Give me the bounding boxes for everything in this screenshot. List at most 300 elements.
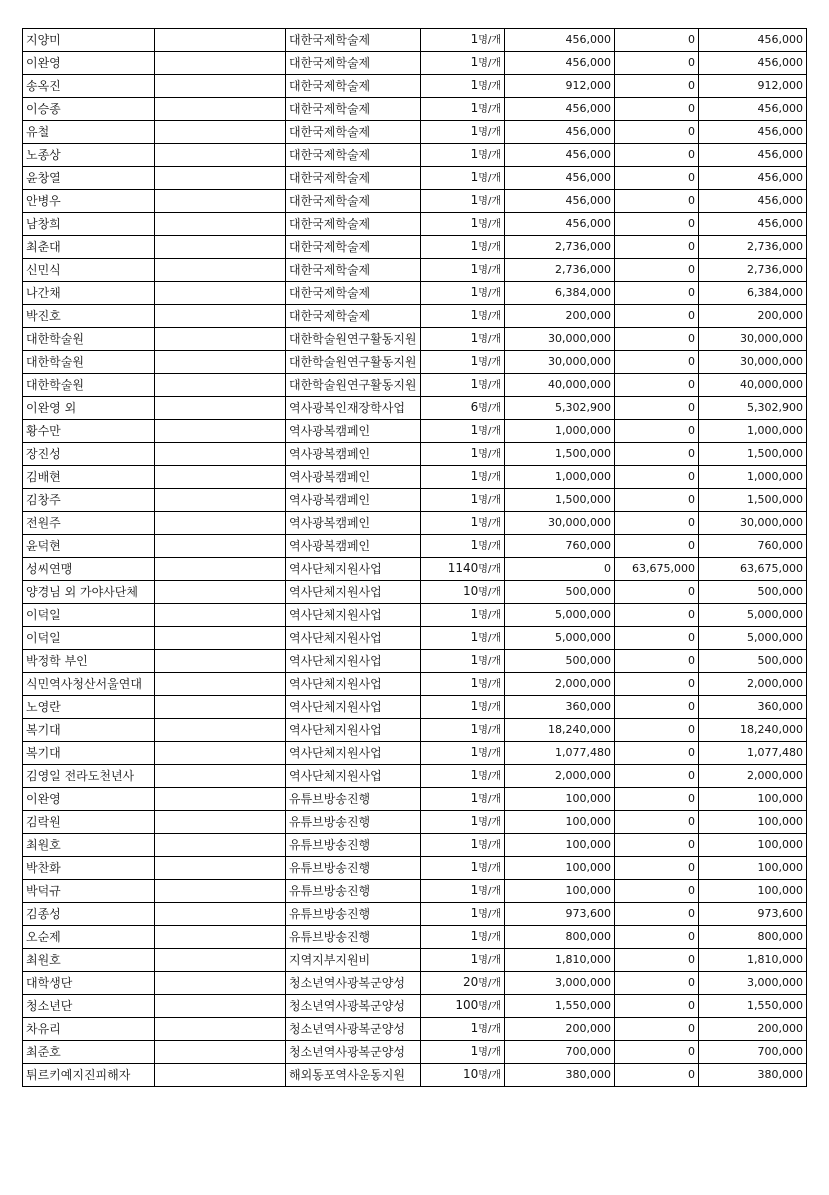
category-cell: 대한국제학술제	[286, 144, 421, 167]
quantity-unit: 명/개	[478, 311, 501, 322]
table-row	[23, 52, 807, 75]
table-row	[23, 98, 807, 121]
quantity-value: 1	[470, 1021, 479, 1035]
category-cell: 역사단체지원사업	[286, 581, 421, 604]
quantity-value: 100	[455, 998, 479, 1012]
table-row	[23, 558, 807, 581]
blank-cell	[155, 627, 286, 650]
blank-cell	[155, 995, 286, 1018]
quantity-cell	[421, 604, 505, 627]
quantity-cell	[421, 466, 505, 489]
category-cell: 청소년역사광복군양성	[286, 995, 421, 1018]
quantity-cell	[421, 995, 505, 1018]
quantity-value: 1	[470, 32, 479, 46]
quantity-cell	[421, 98, 505, 121]
amount1-cell: 912,000	[505, 75, 615, 98]
amount1-cell: 18,240,000	[505, 719, 615, 742]
quantity-unit: 명/개	[478, 104, 501, 115]
quantity-value: 1	[470, 722, 479, 736]
quantity-cell	[421, 512, 505, 535]
amount1-cell: 800,000	[505, 926, 615, 949]
quantity-unit: 명/개	[478, 679, 501, 690]
total-cell: 6,384,000	[699, 282, 807, 305]
total-cell: 1,550,000	[699, 995, 807, 1018]
total-cell: 1,077,480	[699, 742, 807, 765]
total-cell: 3,000,000	[699, 972, 807, 995]
blank-cell	[155, 581, 286, 604]
amount2-cell: 0	[615, 765, 699, 788]
quantity-value: 1	[470, 676, 479, 690]
quantity-cell	[421, 535, 505, 558]
recipient-cell: 이완영	[23, 788, 155, 811]
amount1-cell: 456,000	[505, 190, 615, 213]
recipient-cell: 이승종	[23, 98, 155, 121]
total-cell: 30,000,000	[699, 351, 807, 374]
amount1-cell: 40,000,000	[505, 374, 615, 397]
quantity-unit: 명/개	[478, 472, 501, 483]
quantity-value: 10	[463, 584, 479, 598]
amount1-cell: 380,000	[505, 1064, 615, 1087]
blank-cell	[155, 604, 286, 627]
quantity-unit: 명/개	[478, 1001, 501, 1012]
quantity-value: 1	[470, 837, 479, 851]
amount1-cell: 5,000,000	[505, 604, 615, 627]
total-cell: 1,000,000	[699, 420, 807, 443]
quantity-cell	[421, 788, 505, 811]
quantity-unit: 명/개	[478, 265, 501, 276]
table-row	[23, 397, 807, 420]
blank-cell	[155, 29, 286, 52]
amount2-cell: 0	[615, 949, 699, 972]
recipient-cell: 최준호	[23, 1041, 155, 1064]
amount2-cell: 0	[615, 75, 699, 98]
blank-cell	[155, 121, 286, 144]
quantity-cell	[421, 167, 505, 190]
quantity-value: 1	[470, 354, 479, 368]
table-row	[23, 259, 807, 282]
recipient-cell: 남창희	[23, 213, 155, 236]
blank-cell	[155, 374, 286, 397]
table-row	[23, 443, 807, 466]
total-cell: 456,000	[699, 52, 807, 75]
quantity-unit: 명/개	[478, 794, 501, 805]
amount2-cell: 0	[615, 673, 699, 696]
quantity-cell	[421, 949, 505, 972]
total-cell: 456,000	[699, 190, 807, 213]
category-cell: 역사광복캠페인	[286, 420, 421, 443]
quantity-cell	[421, 627, 505, 650]
recipient-cell: 윤덕현	[23, 535, 155, 558]
total-cell: 5,000,000	[699, 604, 807, 627]
quantity-value: 1	[470, 55, 479, 69]
quantity-value: 1	[470, 699, 479, 713]
amount2-cell: 63,675,000	[615, 558, 699, 581]
quantity-value: 1	[470, 883, 479, 897]
quantity-unit: 명/개	[478, 656, 501, 667]
recipient-cell: 복기대	[23, 742, 155, 765]
amount2-cell: 0	[615, 903, 699, 926]
amount2-cell: 0	[615, 880, 699, 903]
ledger-body	[23, 29, 807, 1087]
blank-cell	[155, 351, 286, 374]
blank-cell	[155, 880, 286, 903]
quantity-unit: 명/개	[478, 909, 501, 920]
recipient-cell: 박진호	[23, 305, 155, 328]
total-cell: 200,000	[699, 305, 807, 328]
recipient-cell: 튀르키예지진피해자	[23, 1064, 155, 1087]
amount1-cell: 1,550,000	[505, 995, 615, 1018]
recipient-cell: 안병우	[23, 190, 155, 213]
amount2-cell: 0	[615, 98, 699, 121]
quantity-unit: 명/개	[478, 817, 501, 828]
quantity-unit: 명/개	[478, 449, 501, 460]
amount2-cell: 0	[615, 466, 699, 489]
amount1-cell: 1,077,480	[505, 742, 615, 765]
quantity-value: 1	[470, 423, 479, 437]
quantity-unit: 명/개	[478, 564, 501, 575]
quantity-unit: 명/개	[478, 150, 501, 161]
table-row	[23, 535, 807, 558]
quantity-cell	[421, 328, 505, 351]
blank-cell	[155, 512, 286, 535]
quantity-cell	[421, 29, 505, 52]
amount2-cell: 0	[615, 627, 699, 650]
quantity-cell	[421, 581, 505, 604]
quantity-unit: 명/개	[478, 932, 501, 943]
blank-cell	[155, 236, 286, 259]
table-row	[23, 811, 807, 834]
total-cell: 100,000	[699, 857, 807, 880]
table-row	[23, 420, 807, 443]
table-row	[23, 995, 807, 1018]
amount2-cell: 0	[615, 811, 699, 834]
total-cell: 30,000,000	[699, 328, 807, 351]
total-cell: 18,240,000	[699, 719, 807, 742]
table-row	[23, 466, 807, 489]
recipient-cell: 대학생단	[23, 972, 155, 995]
quantity-cell	[421, 52, 505, 75]
recipient-cell: 전원주	[23, 512, 155, 535]
quantity-cell	[421, 374, 505, 397]
quantity-unit: 명/개	[478, 426, 501, 437]
total-cell: 973,600	[699, 903, 807, 926]
blank-cell	[155, 1041, 286, 1064]
category-cell: 청소년역사광복군양성	[286, 972, 421, 995]
blank-cell	[155, 420, 286, 443]
quantity-value: 10	[463, 1067, 479, 1081]
category-cell: 유튜브방송진행	[286, 811, 421, 834]
quantity-unit: 명/개	[478, 334, 501, 345]
recipient-cell: 대한학술원	[23, 374, 155, 397]
blank-cell	[155, 443, 286, 466]
table-row	[23, 121, 807, 144]
quantity-cell	[421, 259, 505, 282]
amount2-cell: 0	[615, 52, 699, 75]
blank-cell	[155, 52, 286, 75]
amount1-cell: 456,000	[505, 213, 615, 236]
amount1-cell: 2,736,000	[505, 236, 615, 259]
recipient-cell: 청소년단	[23, 995, 155, 1018]
total-cell: 100,000	[699, 834, 807, 857]
quantity-value: 6	[470, 400, 479, 414]
total-cell: 100,000	[699, 880, 807, 903]
total-cell: 2,736,000	[699, 236, 807, 259]
quantity-unit: 명/개	[478, 81, 501, 92]
category-cell: 유튜브방송진행	[286, 834, 421, 857]
amount2-cell: 0	[615, 788, 699, 811]
category-cell: 역사광복인재장학사업	[286, 397, 421, 420]
category-cell: 역사광복캠페인	[286, 512, 421, 535]
quantity-unit: 명/개	[478, 1070, 501, 1081]
amount2-cell: 0	[615, 719, 699, 742]
blank-cell	[155, 144, 286, 167]
table-row	[23, 213, 807, 236]
quantity-cell	[421, 880, 505, 903]
table-row	[23, 903, 807, 926]
category-cell: 역사단체지원사업	[286, 673, 421, 696]
quantity-unit: 명/개	[478, 748, 501, 759]
quantity-unit: 명/개	[478, 288, 501, 299]
amount1-cell: 1,500,000	[505, 443, 615, 466]
blank-cell	[155, 857, 286, 880]
category-cell: 유튜브방송진행	[286, 926, 421, 949]
amount1-cell: 360,000	[505, 696, 615, 719]
category-cell: 역사단체지원사업	[286, 650, 421, 673]
recipient-cell: 김배현	[23, 466, 155, 489]
amount2-cell: 0	[615, 328, 699, 351]
recipient-cell: 대한학술원	[23, 351, 155, 374]
total-cell: 2,000,000	[699, 765, 807, 788]
quantity-unit: 명/개	[478, 840, 501, 851]
blank-cell	[155, 673, 286, 696]
recipient-cell: 이덕일	[23, 604, 155, 627]
quantity-cell	[421, 742, 505, 765]
quantity-cell	[421, 489, 505, 512]
amount1-cell: 456,000	[505, 121, 615, 144]
total-cell: 380,000	[699, 1064, 807, 1087]
quantity-unit: 명/개	[478, 863, 501, 874]
table-row	[23, 765, 807, 788]
blank-cell	[155, 98, 286, 121]
quantity-cell	[421, 719, 505, 742]
amount2-cell: 0	[615, 420, 699, 443]
category-cell: 대한학술원연구활동지원	[286, 328, 421, 351]
table-row	[23, 351, 807, 374]
table-row	[23, 512, 807, 535]
table-row	[23, 650, 807, 673]
recipient-cell: 박찬화	[23, 857, 155, 880]
amount2-cell: 0	[615, 259, 699, 282]
total-cell: 100,000	[699, 788, 807, 811]
table-row	[23, 144, 807, 167]
category-cell: 대한국제학술제	[286, 236, 421, 259]
total-cell: 100,000	[699, 811, 807, 834]
amount2-cell: 0	[615, 834, 699, 857]
amount1-cell: 30,000,000	[505, 328, 615, 351]
category-cell: 역사광복캠페인	[286, 466, 421, 489]
amount2-cell: 0	[615, 397, 699, 420]
blank-cell	[155, 466, 286, 489]
quantity-cell	[421, 351, 505, 374]
recipient-cell: 최춘대	[23, 236, 155, 259]
quantity-value: 1	[470, 515, 479, 529]
amount1-cell: 5,302,900	[505, 397, 615, 420]
amount2-cell: 0	[615, 512, 699, 535]
amount2-cell: 0	[615, 29, 699, 52]
table-row	[23, 857, 807, 880]
table-row	[23, 1018, 807, 1041]
category-cell: 역사단체지원사업	[286, 719, 421, 742]
amount2-cell: 0	[615, 581, 699, 604]
recipient-cell: 차유리	[23, 1018, 155, 1041]
quantity-unit: 명/개	[478, 771, 501, 782]
category-cell: 대한국제학술제	[286, 75, 421, 98]
category-cell: 대한국제학술제	[286, 29, 421, 52]
category-cell: 역사단체지원사업	[286, 627, 421, 650]
total-cell: 63,675,000	[699, 558, 807, 581]
table-row	[23, 719, 807, 742]
table-row	[23, 581, 807, 604]
amount2-cell: 0	[615, 972, 699, 995]
quantity-value: 1140	[447, 561, 479, 575]
amount2-cell: 0	[615, 144, 699, 167]
total-cell: 500,000	[699, 581, 807, 604]
amount1-cell: 500,000	[505, 581, 615, 604]
total-cell: 456,000	[699, 121, 807, 144]
quantity-cell	[421, 834, 505, 857]
category-cell: 청소년역사광복군양성	[286, 1041, 421, 1064]
recipient-cell: 박정학 부인	[23, 650, 155, 673]
quantity-cell	[421, 282, 505, 305]
quantity-value: 1	[470, 492, 479, 506]
category-cell: 유튜브방송진행	[286, 857, 421, 880]
blank-cell	[155, 1018, 286, 1041]
category-cell: 대한국제학술제	[286, 259, 421, 282]
table-row	[23, 167, 807, 190]
quantity-cell	[421, 857, 505, 880]
table-row	[23, 1041, 807, 1064]
category-cell: 대한국제학술제	[286, 213, 421, 236]
amount1-cell: 2,000,000	[505, 673, 615, 696]
total-cell: 456,000	[699, 167, 807, 190]
table-row	[23, 834, 807, 857]
category-cell: 역사단체지원사업	[286, 558, 421, 581]
amount2-cell: 0	[615, 167, 699, 190]
quantity-value: 1	[470, 653, 479, 667]
quantity-unit: 명/개	[478, 35, 501, 46]
quantity-cell	[421, 397, 505, 420]
quantity-unit: 명/개	[478, 702, 501, 713]
amount1-cell: 100,000	[505, 834, 615, 857]
quantity-value: 1	[470, 216, 479, 230]
category-cell: 유튜브방송진행	[286, 903, 421, 926]
total-cell: 40,000,000	[699, 374, 807, 397]
category-cell: 역사광복캠페인	[286, 535, 421, 558]
amount2-cell: 0	[615, 1018, 699, 1041]
amount2-cell: 0	[615, 535, 699, 558]
amount2-cell: 0	[615, 489, 699, 512]
quantity-value: 1	[470, 239, 479, 253]
recipient-cell: 식민역사청산서울연대	[23, 673, 155, 696]
quantity-unit: 명/개	[478, 196, 501, 207]
quantity-value: 1	[470, 193, 479, 207]
category-cell: 유튜브방송진행	[286, 788, 421, 811]
recipient-cell: 이완영 외	[23, 397, 155, 420]
quantity-unit: 명/개	[478, 1024, 501, 1035]
recipient-cell: 성씨연맹	[23, 558, 155, 581]
category-cell: 지역지부지원비	[286, 949, 421, 972]
table-row	[23, 1064, 807, 1087]
amount2-cell: 0	[615, 282, 699, 305]
recipient-cell: 김영일 전라도천년사	[23, 765, 155, 788]
category-cell: 역사단체지원사업	[286, 742, 421, 765]
recipient-cell: 박덕규	[23, 880, 155, 903]
total-cell: 200,000	[699, 1018, 807, 1041]
quantity-cell	[421, 144, 505, 167]
table-row	[23, 696, 807, 719]
blank-cell	[155, 696, 286, 719]
quantity-value: 1	[470, 308, 479, 322]
quantity-cell	[421, 811, 505, 834]
total-cell: 1,500,000	[699, 443, 807, 466]
quantity-value: 1	[470, 262, 479, 276]
quantity-unit: 명/개	[478, 380, 501, 391]
amount2-cell: 0	[615, 650, 699, 673]
blank-cell	[155, 926, 286, 949]
quantity-value: 1	[470, 170, 479, 184]
amount1-cell: 700,000	[505, 1041, 615, 1064]
quantity-unit: 명/개	[478, 173, 501, 184]
table-row	[23, 75, 807, 98]
recipient-cell: 최원호	[23, 949, 155, 972]
category-cell: 대한국제학술제	[286, 305, 421, 328]
table-row	[23, 236, 807, 259]
recipient-cell: 최원호	[23, 834, 155, 857]
recipient-cell: 복기대	[23, 719, 155, 742]
recipient-cell: 나간채	[23, 282, 155, 305]
quantity-unit: 명/개	[478, 357, 501, 368]
quantity-cell	[421, 696, 505, 719]
amount1-cell: 100,000	[505, 857, 615, 880]
table-row	[23, 328, 807, 351]
amount1-cell: 100,000	[505, 788, 615, 811]
blank-cell	[155, 742, 286, 765]
table-row	[23, 604, 807, 627]
category-cell: 역사광복캠페인	[286, 489, 421, 512]
amount2-cell: 0	[615, 857, 699, 880]
total-cell: 1,810,000	[699, 949, 807, 972]
amount2-cell: 0	[615, 190, 699, 213]
quantity-value: 1	[470, 124, 479, 138]
blank-cell	[155, 328, 286, 351]
quantity-unit: 명/개	[478, 610, 501, 621]
amount1-cell: 100,000	[505, 880, 615, 903]
amount1-cell: 30,000,000	[505, 351, 615, 374]
quantity-value: 1	[470, 469, 479, 483]
amount2-cell: 0	[615, 696, 699, 719]
blank-cell	[155, 834, 286, 857]
quantity-unit: 명/개	[478, 518, 501, 529]
quantity-value: 1	[470, 331, 479, 345]
amount1-cell: 456,000	[505, 167, 615, 190]
ledger-sheet	[22, 28, 807, 1087]
amount1-cell: 30,000,000	[505, 512, 615, 535]
quantity-unit: 명/개	[478, 978, 501, 989]
blank-cell	[155, 305, 286, 328]
amount2-cell: 0	[615, 995, 699, 1018]
recipient-cell: 노종상	[23, 144, 155, 167]
quantity-cell	[421, 1018, 505, 1041]
